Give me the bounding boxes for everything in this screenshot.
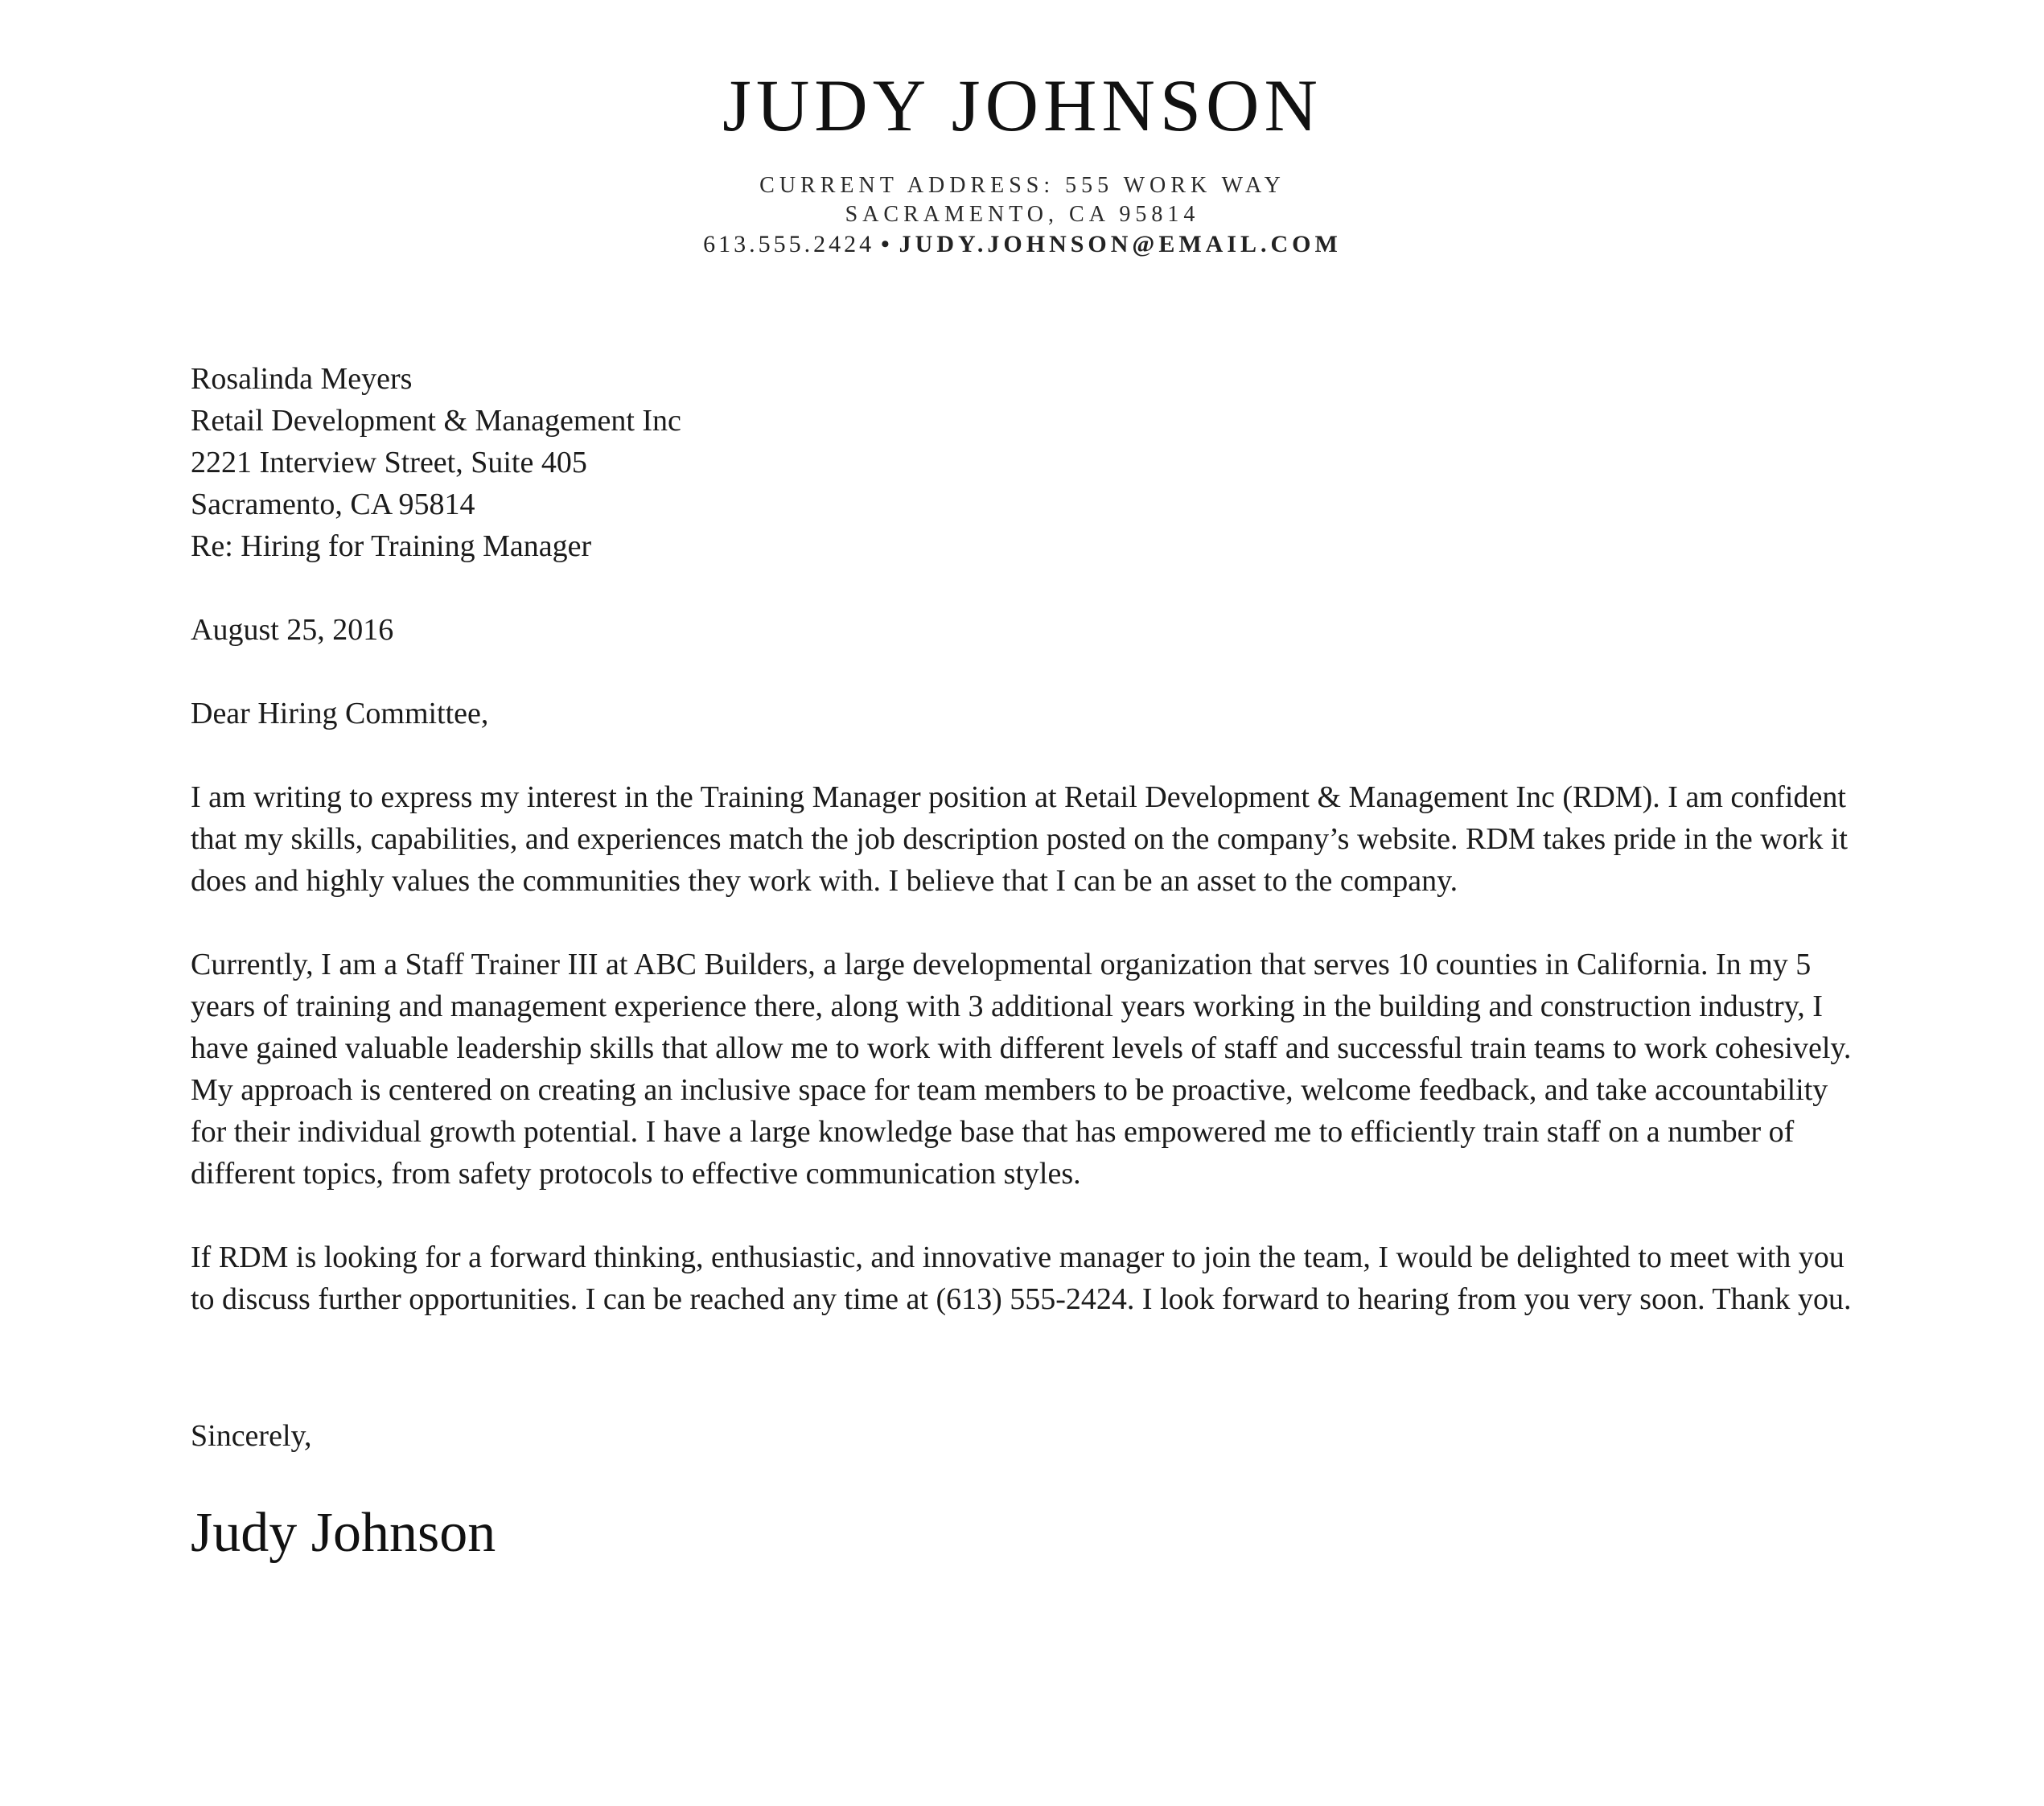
body-paragraph-3: If RDM is looking for a forward thinking, enthusiastic, and innovative manager to join the team, I would be delighted to meet with you to discuss further opportunities. I can be reached any time at (613) 555-2424. I look forward to hearing from you very soon. Thank you. xyxy=(191,1240,1852,1316)
sender-contact-line xyxy=(191,229,1854,260)
bullet-separator-icon: • xyxy=(881,230,893,257)
recipient-city: Sacramento, CA 95814 xyxy=(191,487,475,521)
sender-name: JUDY JOHNSON xyxy=(722,64,1322,146)
email-address: JUDY.JOHNSON@EMAIL.COM xyxy=(899,230,1342,257)
sender-address-line-2: SACRAMENTO, CA 95814 xyxy=(845,201,1200,227)
letter-body xyxy=(191,358,1854,1564)
body-paragraph-2: Currently, I am a Staff Trainer III at ABC Builders, a large developmental organization that serves 10 counties in California. In my 5 years of training and management experience there, along with 3 additional years working in the building and construction industry, I have gained valuable leadership skills that allow me to work with different levels of staff and successful train teams to work cohesively. My approach is centered on creating an inclusive space for team members to be proactive, welcome feedback, and take accountability for their individual growth potential. I have a large knowledge base that has empowered me to efficiently train staff on a number of different topics, from safety protocols to effective communication styles. xyxy=(191,947,1852,1191)
recipient-street: 2221 Interview Street, Suite 405 xyxy=(191,445,587,479)
subject-line: Re: Hiring for Training Manager xyxy=(191,529,592,563)
recipient-block xyxy=(191,358,1854,567)
recipient-name: Rosalinda Meyers xyxy=(191,361,413,396)
salutation: Dear Hiring Committee, xyxy=(191,696,489,730)
signature-name: Judy Johnson xyxy=(191,1501,496,1564)
phone-number: 613.555.2424 xyxy=(703,230,875,257)
recipient-company: Retail Development & Management Inc xyxy=(191,403,681,438)
valediction: Sincerely, xyxy=(191,1418,312,1453)
date-line: August 25, 2016 xyxy=(191,612,394,647)
body-paragraph-1: I am writing to express my interest in the Training Manager position at Retail Development & Management Inc (RDM). I am confident that my skills, capabilities, and experiences match the job description posted on the company’s website. RDM takes pride in the work it does and highly values the communities they work with. I believe that I can be an asset to the company. xyxy=(191,780,1848,898)
letter-header xyxy=(191,64,1854,260)
sender-address-line-1: CURRENT ADDRESS: 555 WORK WAY xyxy=(759,172,1285,198)
